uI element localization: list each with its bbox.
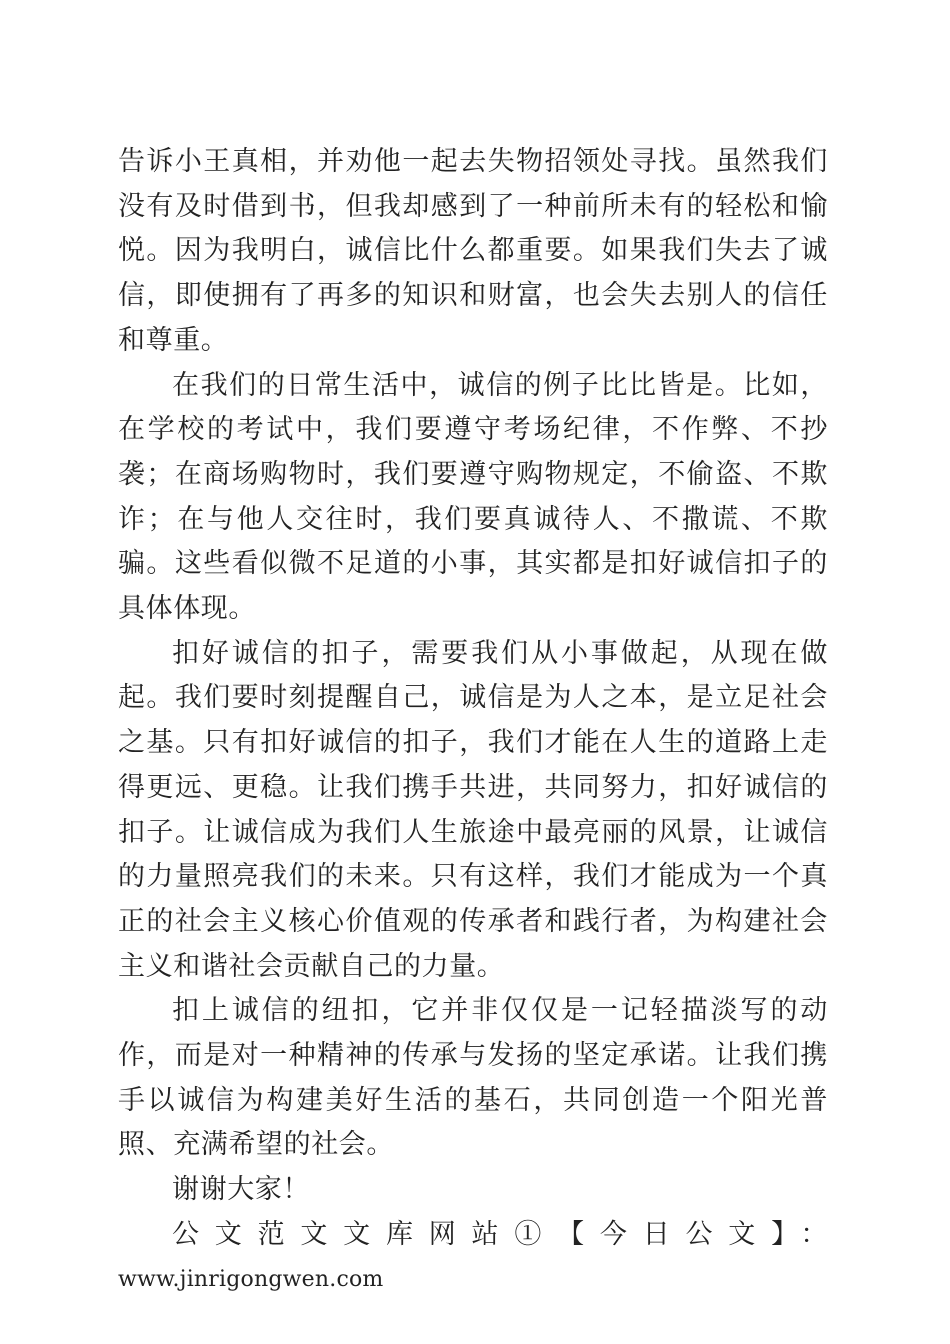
- paragraph-1: 告诉小王真相，并劝他一起去失物招领处寻找。虽然我们没有及时借到书，但我却感到了一种前所未有的轻松和愉悦。因为我明白，诚信比什么都重要。如果我们失去了诚信，即使拥有了再多的知识和财富，也会失去别人的信任和尊重。: [118, 146, 828, 356]
- paragraph-3: 扣好诚信的扣子，需要我们从小事做起，从现在做起。我们要时刻提醒自己，诚信是为人之本，是立足社会之基。只有扣好诚信的扣子，我们才能在人生的道路上走得更远、更稳。让我们携手共进，共同努力，扣好诚信的扣子。让诚信成为我们人生旅途中最亮丽的风景，让诚信的力量照亮我们的未来。只有这样，我们才能成为一个真正的社会主义核心价值观的传承者和践行者，为构建社会主义和谐社会贡献自己的力量。: [118, 637, 828, 982]
- footer-site-url[interactable]: www.jinrigongwen.com: [118, 1266, 384, 1292]
- paragraph-4: 扣上诚信的纽扣，它并非仅仅是一记轻描淡写的动作，而是对一种精神的传承与发扬的坚定承诺。让我们携手以诚信为构建美好生活的基石，共同创造一个阳光普照、充满希望的社会。: [118, 995, 828, 1161]
- document-body: [118, 140, 828, 1302]
- footer-site-label: 公文范文文库网站①【今日公文】：: [172, 1218, 828, 1250]
- paragraph-2: 在我们的日常生活中，诚信的例子比比皆是。比如，在学校的考试中，我们要遵守考场纪律，不作弊、不抄袭；在商场购物时，我们要遵守购物规定，不偷盗、不欺诈；在与他人交往时，我们要真诚待人、不撒谎、不欺骗。这些看似微不足道的小事，其实都是扣好诚信扣子的具体体现。: [118, 369, 828, 625]
- closing-thanks: 谢谢大家！: [172, 1174, 310, 1206]
